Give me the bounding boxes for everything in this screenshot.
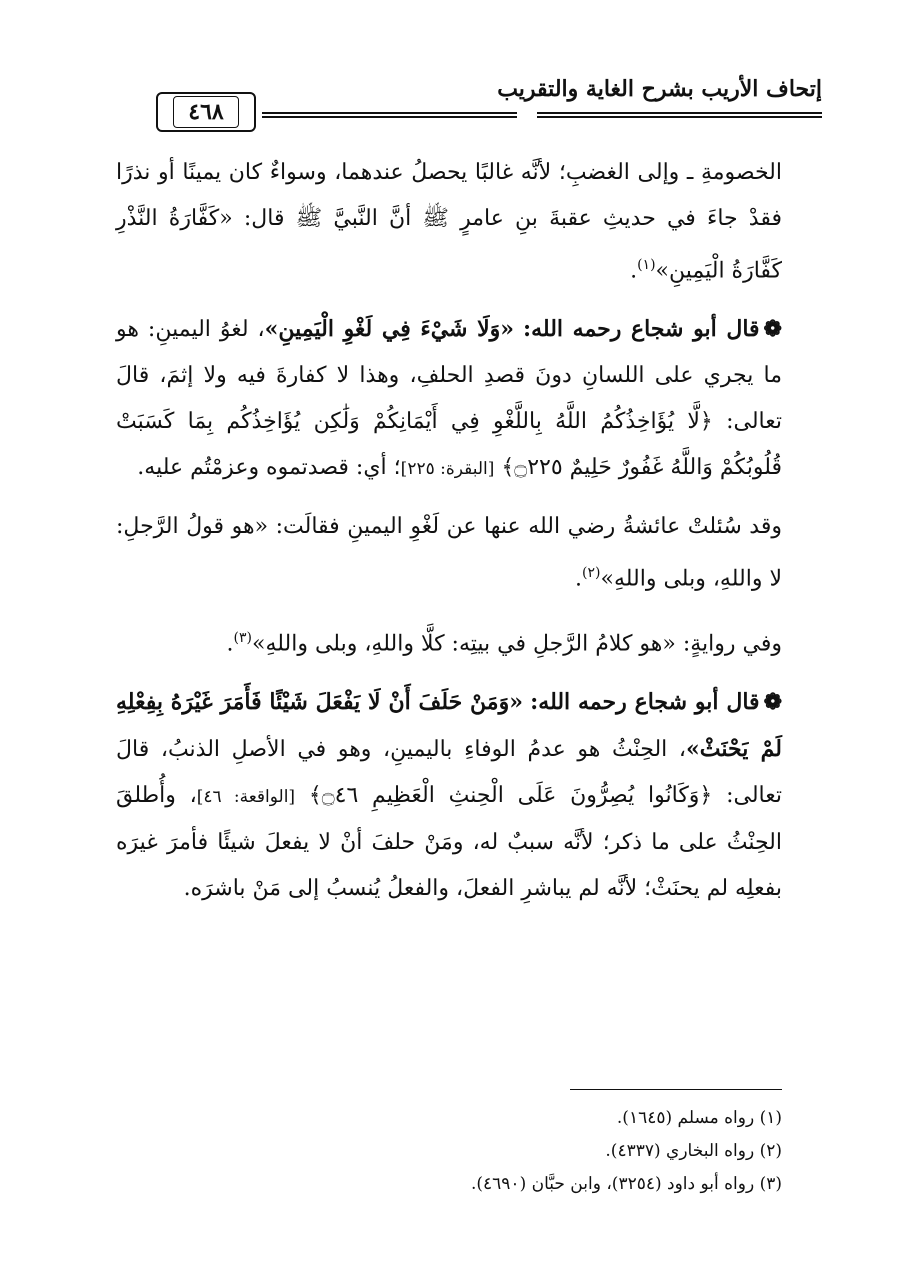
matn-quote: «وَمَنْ حَلَفَ أَنْ لَا يَفْعَلَ شَيْئًا فَأَمَرَ غَيْرَهُ بِفِعْلِهِ لَمْ يَحْنَثْ» xyxy=(116,688,782,762)
matn-lead: قال أبو شجاع رحمه الله: xyxy=(530,688,760,715)
paragraph-1: الخصومةِ ـ وإلى الغضبِ؛ لأنَّه غالبًا يحصلُ عندهما، وسواءٌ كان يمينًا أو نذرًا فقدْ جاءَ في حديثِ عقبةَ بنِ عامرٍ ﷺ أنَّ النَّبيَّ ﷺ قال: «كَفَّارَةُ النَّذْرِ كَفَّارَةُ الْيَمِينِ»$^{(١)}$. xyxy=(116,160,782,284)
footnote-2: (٢) رواه البخاري (٤٣٣٧). xyxy=(605,1141,782,1161)
footnote-marker: (١) xyxy=(637,257,656,273)
page-header xyxy=(112,70,822,130)
paragraph-2: ❁قال أبو شجاع رحمه الله: «وَلَا شَيْءَ فِي لَغْوِ الْيَمِينِ»، لغوُ اليمينِ: هو ما يجري على اللسانِ دونَ قصدِ الحلفِ، وهذا لا كفارةَ فيه ولا إثمَ، قالَ تعالى: ﴿لَّا يُؤَاخِذُكُمُ اللَّهُ بِاللَّغْوِ فِي أَيْمَانِكُمْ وَلَٰكِن يُؤَاخِذُكُم بِمَا كَسَبَتْ قُلُوبُكُمْ وَاللَّهُ غَفُورٌ حَلِيمٌ ۝٢٢٥﴾ [البقرة: ٢٢٥]؛ أي: قصدتموه وعزمْتُم عليه. xyxy=(116,316,782,481)
header-rule-right xyxy=(537,112,822,118)
paragraph-5: ❁قال أبو شجاع رحمه الله: «وَمَنْ حَلَفَ أَنْ لَا يَفْعَلَ شَيْئًا فَأَمَرَ غَيْرَهُ بِفِعْلِهِ لَمْ يَحْنَثْ»، الحِنْثُ هو عدمُ الوفاءِ باليمينِ، وهو في الأصلِ الذنبُ، قالَ تعالى: ﴿وَكَانُوا يُصِرُّونَ عَلَى الْحِنثِ الْعَظِيمِ ۝٤٦﴾ [الواقعة: ٤٦]، وأُطلقَ الحِنْثُ على ما ذكر؛ لأنَّه سببٌ له، ومَنْ حلفَ أنْ لا يفعلَ شيئًا فأمرَ غيرَه بفعلِه لم يحنَثْ؛ لأنَّه لم يباشرِ الفعلَ، والفعلُ يُنسبُ إلى مَنْ باشرَه. xyxy=(116,688,782,901)
matn-quote: «وَلَا شَيْءَ فِي لَغْوِ الْيَمِينِ» xyxy=(264,316,515,343)
footnote-marker: (٢) xyxy=(582,565,601,582)
footnote-1: (١) رواه مسلم (١٦٤٥). xyxy=(616,1108,782,1128)
flower-ornament-icon: ❁ xyxy=(763,316,782,343)
paragraph-3: وقد سُئلتْ عائشةُ رضي الله عنها عن لَغْوِ اليمينِ فقالَت: «هو قولُ الرَّجلِ: لا واللهِ، وبلى واللهِ»$^{(٢)}$. xyxy=(116,514,782,592)
footnote-3: (٣) رواه أبو داود (٣٢٥٤)، وابن حبَّان (٤٦٩٠). xyxy=(470,1174,782,1194)
matn-lead: قال أبو شجاع رحمه الله: xyxy=(523,316,760,343)
page-number: ٤٦٨ xyxy=(173,96,238,128)
main-text xyxy=(116,150,782,924)
quran-reference: [الواقعة: ٤٦] xyxy=(196,786,296,807)
footnotes xyxy=(116,1102,782,1201)
footnote-marker: (٣) xyxy=(233,629,252,646)
quran-reference: [البقرة: ٢٢٥] xyxy=(400,459,495,480)
running-title: إتحاف الأريب بشرح الغاية والتقريب xyxy=(497,76,822,102)
paragraph-4: وفي روايةٍ: «هو كلامُ الرَّجلِ في بيتِه: كلَّا واللهِ، وبلى واللهِ»$^{(٣)}$. xyxy=(226,629,782,656)
header-rule-left xyxy=(262,112,517,118)
page-number-box xyxy=(156,92,256,132)
flower-ornament-icon: ❁ xyxy=(763,688,782,715)
footnote-separator xyxy=(570,1089,782,1090)
